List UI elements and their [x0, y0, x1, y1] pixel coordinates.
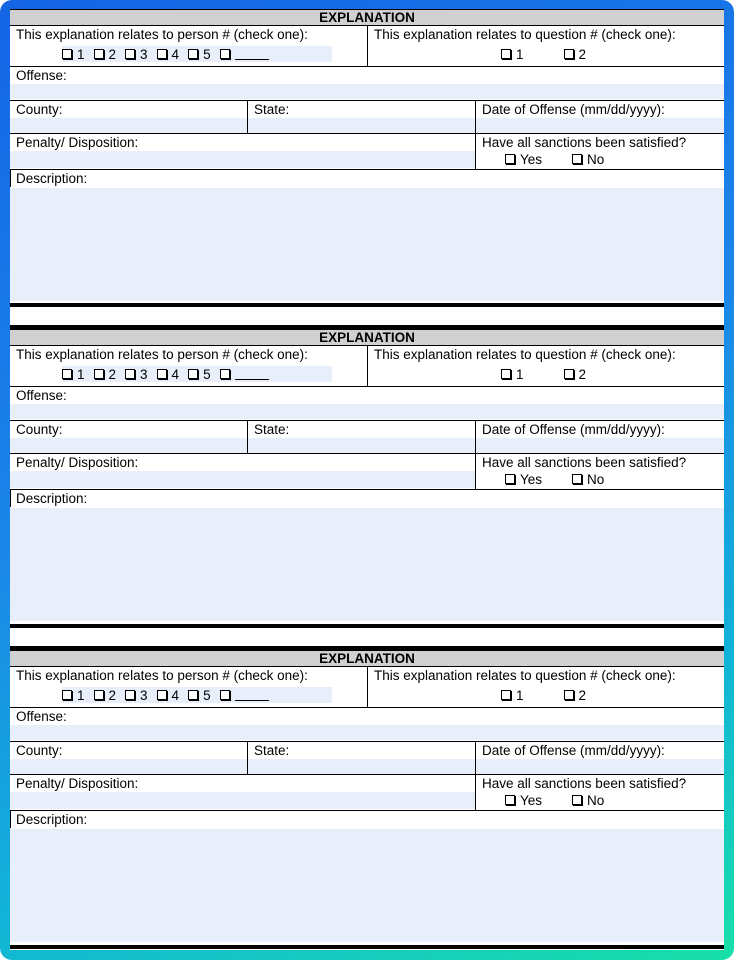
person-options: [62, 688, 278, 703]
sanctions-options: [505, 152, 613, 167]
sanctions-options: [505, 472, 613, 487]
yes-label: Yes: [520, 472, 543, 487]
checkbox-icon[interactable]: [564, 49, 574, 59]
no-label: No: [587, 152, 605, 167]
penalty-cell: [10, 134, 475, 169]
description-label: Description:: [16, 812, 88, 827]
section-header-text: EXPLANATION: [319, 330, 415, 345]
question-cell: [368, 667, 724, 707]
checkbox-icon[interactable]: [505, 474, 515, 484]
checkbox-icon[interactable]: [157, 49, 167, 59]
offense-input[interactable]: [10, 725, 724, 740]
question-option-label: 2: [578, 688, 587, 703]
checkbox-icon[interactable]: [572, 474, 582, 484]
person-option-1[interactable]: [62, 367, 85, 382]
person-option-label: 3: [140, 688, 148, 703]
description-input[interactable]: [10, 508, 724, 621]
checkbox-icon[interactable]: [188, 49, 198, 59]
county-cell: [10, 101, 247, 133]
person-option-label: 3: [140, 367, 148, 382]
section-header: [10, 9, 724, 26]
offense-label: Offense:: [16, 709, 67, 724]
section-header-text: EXPLANATION: [319, 651, 415, 666]
checkbox-icon[interactable]: [157, 369, 167, 379]
sanctions-cell: [476, 775, 724, 810]
state-label: State:: [254, 743, 290, 758]
date-cell: [476, 421, 724, 453]
question-option-1[interactable]: [501, 47, 524, 62]
sanctions-yes[interactable]: [505, 152, 542, 167]
question-label: This explanation relates to question # (check one):: [374, 27, 676, 42]
county-label: County:: [16, 102, 63, 117]
offense-cell: [10, 387, 724, 420]
question-option-label: 1: [516, 367, 524, 382]
state-input[interactable]: [248, 759, 475, 774]
date-label: Date of Offense (mm/dd/yyyy):: [482, 422, 665, 437]
person-option-label: 1: [77, 688, 85, 703]
sanctions-yes[interactable]: [505, 793, 542, 808]
penalty-input[interactable]: [10, 151, 475, 168]
checkbox-icon[interactable]: [501, 369, 511, 379]
other-blank[interactable]: [235, 689, 269, 701]
penalty-input[interactable]: [10, 792, 475, 809]
offense-cell: [10, 708, 724, 741]
checkbox-icon[interactable]: [220, 49, 230, 59]
county-input[interactable]: [10, 438, 247, 453]
checkbox-icon[interactable]: [188, 690, 198, 700]
date-label: Date of Offense (mm/dd/yyyy):: [482, 102, 665, 117]
penalty-label: Penalty/ Disposition:: [16, 455, 139, 470]
question-label: This explanation relates to question # (check one):: [374, 668, 676, 683]
person-option-label: 1: [77, 47, 85, 62]
checkbox-icon[interactable]: [62, 369, 72, 379]
description-cell: [10, 170, 724, 302]
offense-label: Offense:: [16, 68, 67, 83]
no-label: No: [587, 472, 605, 487]
question-option-label: 2: [578, 367, 587, 382]
question-options: [501, 47, 626, 62]
state-input[interactable]: [248, 438, 475, 453]
checkbox-icon[interactable]: [94, 49, 104, 59]
state-cell: [248, 101, 475, 133]
form-page: [10, 9, 724, 950]
section-divider: [10, 945, 724, 949]
penalty-label: Penalty/ Disposition:: [16, 776, 139, 791]
state-cell: [248, 421, 475, 453]
state-label: State:: [254, 102, 290, 117]
sanctions-label: Have all sanctions been satisfied?: [482, 135, 687, 150]
other-blank[interactable]: [235, 48, 269, 60]
checkbox-icon[interactable]: [220, 369, 230, 379]
county-input[interactable]: [10, 118, 247, 133]
person-option-3[interactable]: [125, 688, 148, 703]
person-option-1[interactable]: [62, 688, 85, 703]
checkbox-icon[interactable]: [220, 690, 230, 700]
person-option-label: 5: [203, 47, 211, 62]
person-label: This explanation relates to person # (check one):: [16, 27, 308, 42]
county-label: County:: [16, 743, 63, 758]
checkbox-icon[interactable]: [94, 369, 104, 379]
county-cell: [10, 421, 247, 453]
county-input[interactable]: [10, 759, 247, 774]
person-option-label: 4: [171, 367, 180, 382]
section-divider: [10, 303, 724, 307]
date-cell: [476, 742, 724, 774]
checkbox-icon[interactable]: [572, 154, 582, 164]
person-option-label: 1: [77, 367, 85, 382]
person-label: This explanation relates to person # (check one):: [16, 668, 308, 683]
person-option-4[interactable]: [157, 688, 180, 703]
question-option-2[interactable]: [564, 47, 587, 62]
person-options: [62, 47, 278, 62]
section-divider: [10, 624, 724, 628]
question-option-label: 1: [516, 688, 524, 703]
yes-label: Yes: [520, 793, 543, 808]
state-label: State:: [254, 422, 290, 437]
person-option-label: 2: [108, 688, 117, 703]
question-options: [501, 367, 626, 382]
description-input[interactable]: [10, 829, 724, 942]
question-option-2[interactable]: [564, 367, 587, 382]
checkbox-icon[interactable]: [125, 369, 135, 379]
date-input[interactable]: [476, 118, 724, 133]
offense-cell: [10, 67, 724, 100]
penalty-cell: [10, 454, 475, 489]
yes-label: Yes: [520, 152, 543, 167]
question-option-2[interactable]: [564, 688, 587, 703]
checkbox-icon[interactable]: [501, 690, 511, 700]
person-option-label: 5: [203, 688, 211, 703]
checkbox-icon[interactable]: [572, 795, 582, 805]
penalty-cell: [10, 775, 475, 810]
checkbox-icon[interactable]: [505, 795, 515, 805]
person-options: [62, 367, 278, 382]
sanctions-cell: [476, 134, 724, 169]
question-cell: [368, 26, 724, 66]
person-option-5[interactable]: [188, 367, 211, 382]
sanctions-no[interactable]: [572, 472, 604, 487]
no-label: No: [587, 793, 605, 808]
checkbox-icon[interactable]: [94, 690, 104, 700]
description-cell: [10, 490, 724, 622]
person-option-label: 5: [203, 367, 211, 382]
section-header: [10, 329, 724, 346]
other-blank[interactable]: [235, 368, 269, 380]
state-cell: [248, 742, 475, 774]
checkbox-icon[interactable]: [62, 690, 72, 700]
person-cell: [10, 346, 367, 386]
person-option-4[interactable]: [157, 367, 180, 382]
person-option-3[interactable]: [125, 367, 148, 382]
checkbox-icon[interactable]: [62, 49, 72, 59]
person-option-3[interactable]: [125, 47, 148, 62]
sanctions-no[interactable]: [572, 793, 604, 808]
offense-label: Offense:: [16, 388, 67, 403]
checkbox-icon[interactable]: [505, 154, 515, 164]
date-cell: [476, 101, 724, 133]
date-label: Date of Offense (mm/dd/yyyy):: [482, 743, 665, 758]
checkbox-icon[interactable]: [157, 690, 167, 700]
person-option-other[interactable]: [220, 47, 269, 62]
person-option-label: 2: [108, 367, 117, 382]
question-cell: [368, 346, 724, 386]
date-input[interactable]: [476, 759, 724, 774]
person-option-other[interactable]: [220, 688, 269, 703]
person-option-5[interactable]: [188, 688, 211, 703]
person-option-2[interactable]: [94, 367, 117, 382]
checkbox-icon[interactable]: [188, 369, 198, 379]
person-option-1[interactable]: [62, 47, 85, 62]
person-label: This explanation relates to person # (check one):: [16, 347, 308, 362]
question-option-label: 2: [578, 47, 587, 62]
person-option-other[interactable]: [220, 367, 269, 382]
person-option-2[interactable]: [94, 47, 117, 62]
penalty-label: Penalty/ Disposition:: [16, 135, 139, 150]
description-input[interactable]: [10, 188, 724, 301]
person-option-4[interactable]: [157, 47, 180, 62]
question-option-label: 1: [516, 47, 524, 62]
person-cell: [10, 667, 367, 707]
checkbox-icon[interactable]: [125, 690, 135, 700]
sanctions-label: Have all sanctions been satisfied?: [482, 455, 687, 470]
sanctions-label: Have all sanctions been satisfied?: [482, 776, 687, 791]
county-label: County:: [16, 422, 63, 437]
penalty-input[interactable]: [10, 471, 475, 488]
date-input[interactable]: [476, 438, 724, 453]
section-header: [10, 650, 724, 667]
sanctions-no[interactable]: [572, 152, 604, 167]
sanctions-cell: [476, 454, 724, 489]
person-option-5[interactable]: [188, 47, 211, 62]
question-option-1[interactable]: [501, 688, 524, 703]
person-option-label: 3: [140, 47, 148, 62]
checkbox-icon[interactable]: [564, 690, 574, 700]
question-option-1[interactable]: [501, 367, 524, 382]
checkbox-icon[interactable]: [501, 49, 511, 59]
person-option-label: 2: [108, 47, 117, 62]
person-cell: [10, 26, 367, 66]
checkbox-icon[interactable]: [125, 49, 135, 59]
county-cell: [10, 742, 247, 774]
section-header-text: EXPLANATION: [319, 10, 415, 25]
sanctions-yes[interactable]: [505, 472, 542, 487]
person-option-2[interactable]: [94, 688, 117, 703]
person-option-label: 4: [171, 47, 180, 62]
offense-input[interactable]: [10, 84, 724, 99]
description-cell: [10, 811, 724, 943]
question-options: [501, 688, 626, 703]
sanctions-options: [505, 793, 613, 808]
question-label: This explanation relates to question # (check one):: [374, 347, 676, 362]
description-label: Description:: [16, 491, 88, 506]
state-input[interactable]: [248, 118, 475, 133]
offense-input[interactable]: [10, 404, 724, 419]
person-option-label: 4: [171, 688, 180, 703]
checkbox-icon[interactable]: [564, 369, 574, 379]
description-label: Description:: [16, 171, 88, 186]
